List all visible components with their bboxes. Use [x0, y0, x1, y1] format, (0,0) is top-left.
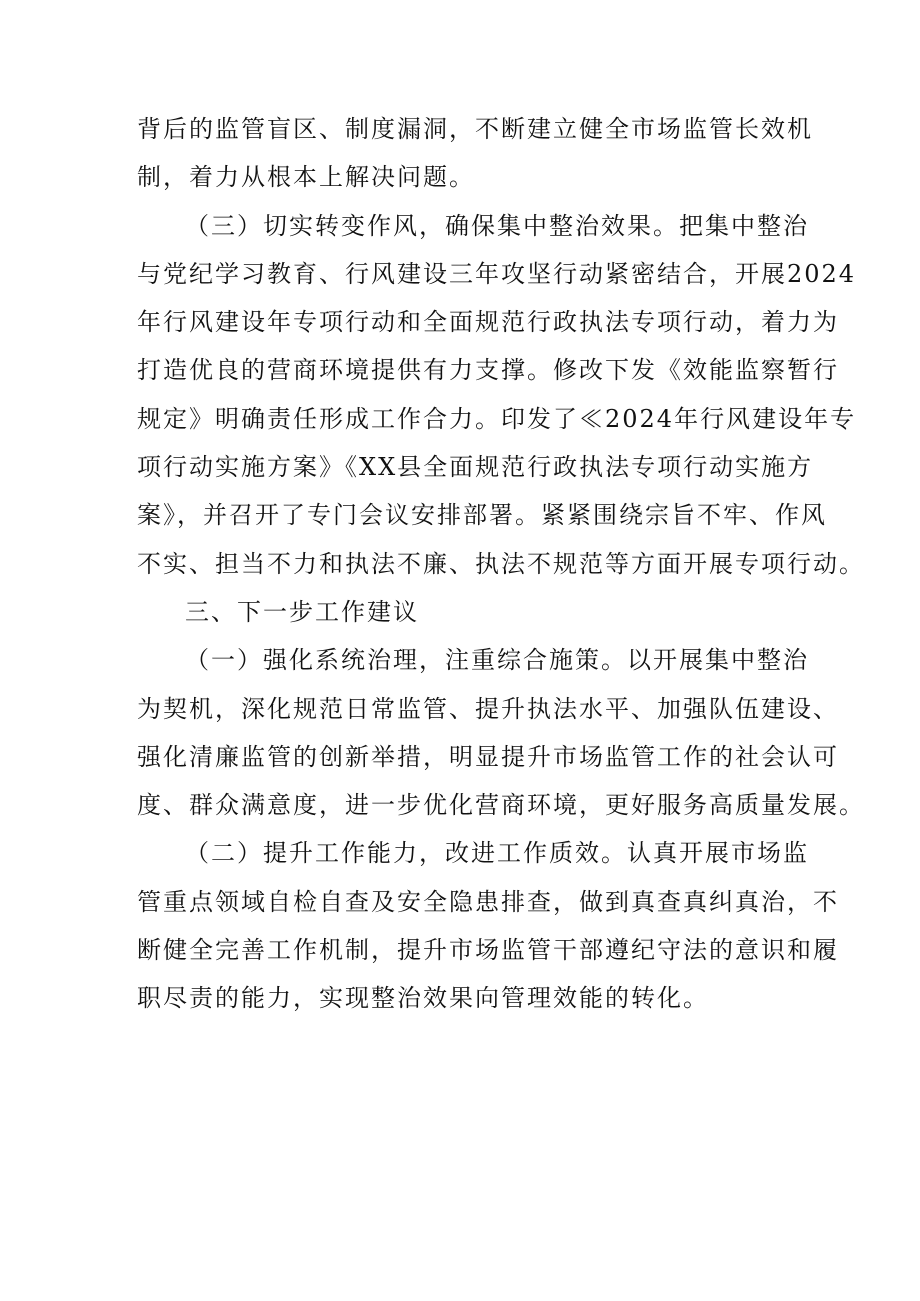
paragraph-line: 规定》明确责任形成工作合力。印发了≪2024年行风建设年专: [137, 404, 857, 433]
document-body: [137, 105, 865, 1023]
paragraph-line: 职尽责的能力，实现整治效果向管理效能的转化。: [137, 984, 709, 1013]
paragraph-line: 管重点领域自检自查及安全隐患排查，做到真查真纠真治，不: [137, 887, 839, 916]
paragraph-line: 度、群众满意度，进一步优化营商环境，更好服务高质量发展。: [137, 791, 865, 820]
paragraph-line: 强化清廉监管的创新举措，明显提升市场监管工作的社会认可: [137, 742, 839, 771]
paragraph-line: 为契机，深化规范日常监管、提升执法水平、加强队伍建设、: [137, 694, 839, 723]
paragraph-line: 年行风建设年专项行动和全面规范行政执法专项行动，着力为: [137, 308, 839, 337]
paragraph-line: 打造优良的营商环境提供有力支撑。修改下发《效能监察暂行: [137, 356, 839, 385]
paragraph-line: 案》，并召开了专门会议安排部署。紧紧围绕宗旨不牢、作风: [137, 501, 827, 530]
section-heading: 三、下一步工作建议: [185, 597, 419, 626]
paragraph-line: 不实、担当不力和执法不廉、执法不规范等方面开展专项行动。: [137, 549, 865, 578]
paragraph-line: 制，着力从根本上解决问题。: [137, 163, 475, 192]
subsection-2-heading-line: （二）提升工作能力，改进工作质效。认真开展市场监: [185, 839, 809, 868]
paragraph-line: 与党纪学习教育、行风建设三年攻坚行动紧密结合，开展2024: [137, 259, 857, 288]
subsection-1-heading-line: （一）强化系统治理，注重综合施策。以开展集中整治: [185, 646, 809, 675]
section-3-heading-line: （三）切实转变作风，确保集中整治效果。把集中整治: [185, 211, 809, 240]
paragraph-line: 项行动实施方案》《XX县全面规范行政执法专项行动实施方: [137, 453, 814, 482]
paragraph-line: 断健全完善工作机制，提升市场监管干部遵纪守法的意识和履: [137, 936, 839, 965]
paragraph-line: 背后的监管盲区、制度漏洞，不断建立健全市场监管长效机: [137, 115, 813, 143]
